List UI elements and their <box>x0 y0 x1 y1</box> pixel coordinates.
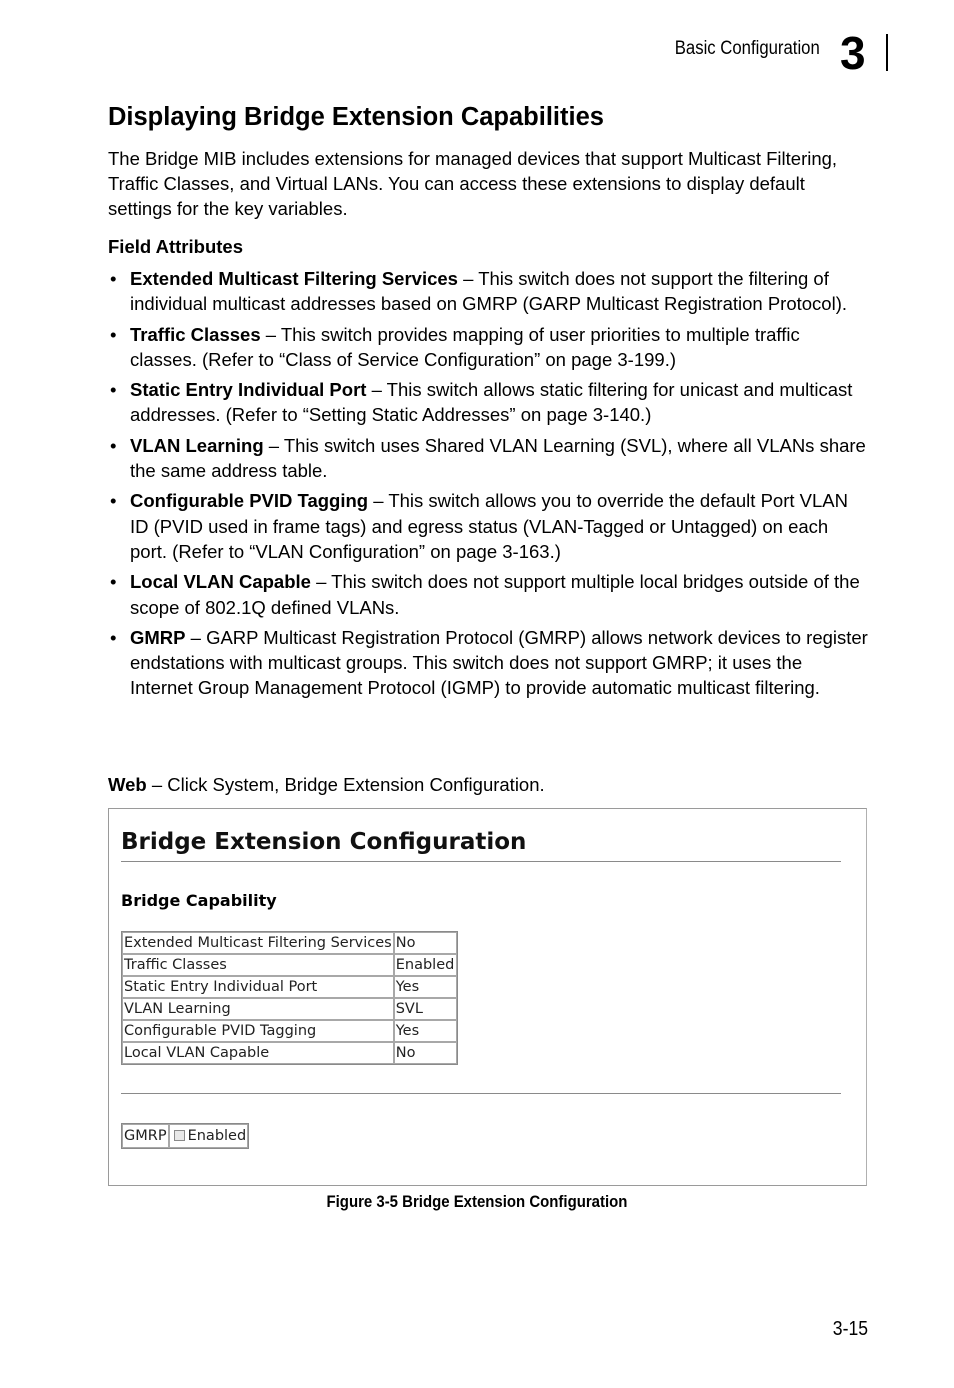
field-attributes-list <box>108 266 868 706</box>
capability-name: Configurable PVID Tagging <box>122 1020 394 1042</box>
bullet-glyph: • <box>110 571 117 593</box>
attribute-description: – GARP Multicast Registration Protocol (GMRP) allows network devices to register endstations with multicast groups. This switch does not support GMRP; it uses the Internet Group Management Protocol (IGMP) to provide automatic multicast filtering. <box>130 626 868 699</box>
web-label: Web <box>108 774 147 795</box>
list-item <box>108 569 868 620</box>
bullet-glyph: • <box>110 490 117 512</box>
bullet-glyph: • <box>110 323 117 345</box>
capability-value: SVL <box>394 998 457 1020</box>
gmrp-label: GMRP <box>122 1124 169 1148</box>
capability-name: Extended Multicast Filtering Services <box>122 932 394 954</box>
attribute-description: – This switch allows static filtering for unicast and multicast addresses. (Refer to “Setting Static Addresses” on page 3-140.) <box>130 379 853 426</box>
attribute-description: – This switch allows you to override the default Port VLAN ID (PVID used in frame tags) and egress status (VLAN-Tagged or Untagged) on each port. (Refer to “VLAN Configuration” on page 3-163.) <box>130 490 848 562</box>
capability-value: No <box>394 1042 457 1064</box>
gmrp-table <box>121 1123 249 1149</box>
table-row <box>122 1020 457 1042</box>
attribute-term: Extended Multicast Filtering Services <box>130 268 458 289</box>
gmrp-checkbox-label: Enabled <box>187 1128 247 1144</box>
list-item <box>108 433 868 484</box>
bullet-glyph: • <box>110 268 117 289</box>
table-row <box>122 976 457 998</box>
web-instruction-text: – Click System, Bridge Extension Configuration. <box>146 774 545 795</box>
list-item <box>108 266 868 317</box>
web-instruction <box>108 772 545 797</box>
table-row <box>122 954 457 976</box>
title-divider <box>121 861 841 862</box>
intro-paragraph: The Bridge MIB includes extensions for managed devices that support Multicast Filtering, Traffic Classes, and Virtual LANs. You can access these extensions to display default settings for the key variables. <box>108 148 838 219</box>
attribute-term: GMRP <box>130 626 186 648</box>
bullet-glyph: • <box>110 379 117 401</box>
capability-value: Yes <box>394 976 457 998</box>
list-item <box>108 377 868 428</box>
bridge-capability-table <box>121 931 458 1065</box>
gmrp-checkbox-cell <box>169 1124 249 1148</box>
table-row <box>122 932 457 954</box>
capability-value: Yes <box>394 1020 457 1042</box>
bullet-glyph: • <box>110 626 117 648</box>
table-row <box>122 1124 248 1148</box>
attribute-term: Local VLAN Capable <box>130 571 311 593</box>
attribute-term: VLAN Learning <box>130 434 264 456</box>
running-title: Basic Configuration <box>675 38 820 59</box>
attribute-description: – This switch uses Shared VLAN Learning (SVL), where all VLANs share the same address table. <box>130 434 866 482</box>
table-row <box>122 998 457 1020</box>
section-divider <box>121 1093 841 1094</box>
capability-name: Local VLAN Capable <box>122 1042 394 1064</box>
list-item <box>108 488 868 564</box>
bridge-capability-heading: Bridge Capability <box>121 891 277 910</box>
attribute-term: Static Entry Individual Port <box>130 379 367 401</box>
capability-name: Static Entry Individual Port <box>122 976 394 998</box>
attribute-description: – This switch provides mapping of user priorities to multiple traffic classes. (Refer to “Class of Service Configuration” on page 3-199.) <box>130 323 800 370</box>
figure-page-title: Bridge Extension Configuration <box>121 829 527 855</box>
capability-name: Traffic Classes <box>122 954 394 976</box>
attribute-description: – This switch does not support multiple local bridges outside of the scope of 802.1Q defined VLANs. <box>130 571 860 618</box>
capability-value: No <box>394 932 457 954</box>
list-item <box>108 625 868 701</box>
chapter-divider <box>886 34 888 71</box>
figure-screenshot <box>108 808 867 1186</box>
page-number: 3-15 <box>832 1318 868 1340</box>
attribute-description: – This switch does not support the filtering of individual multicast addresses based on GMRP (GARP Multicast Registration Protocol). <box>130 268 848 315</box>
table-row <box>122 1042 457 1064</box>
chapter-number: 3 <box>840 27 866 79</box>
attribute-term: Traffic Classes <box>130 323 261 345</box>
figure-caption-text: Figure 3-5 Bridge Extension Configuration <box>326 1192 628 1211</box>
figure-caption <box>0 1192 954 1212</box>
bullet-glyph: • <box>110 434 117 456</box>
capability-name: VLAN Learning <box>122 998 394 1020</box>
field-attributes-heading: Field Attributes <box>108 236 243 257</box>
section-title: Displaying Bridge Extension Capabilities <box>108 103 604 131</box>
capability-value: Enabled <box>394 954 457 976</box>
gmrp-enabled-checkbox[interactable] <box>174 1130 185 1141</box>
attribute-term: Configurable PVID Tagging <box>130 490 369 512</box>
list-item <box>108 322 868 373</box>
